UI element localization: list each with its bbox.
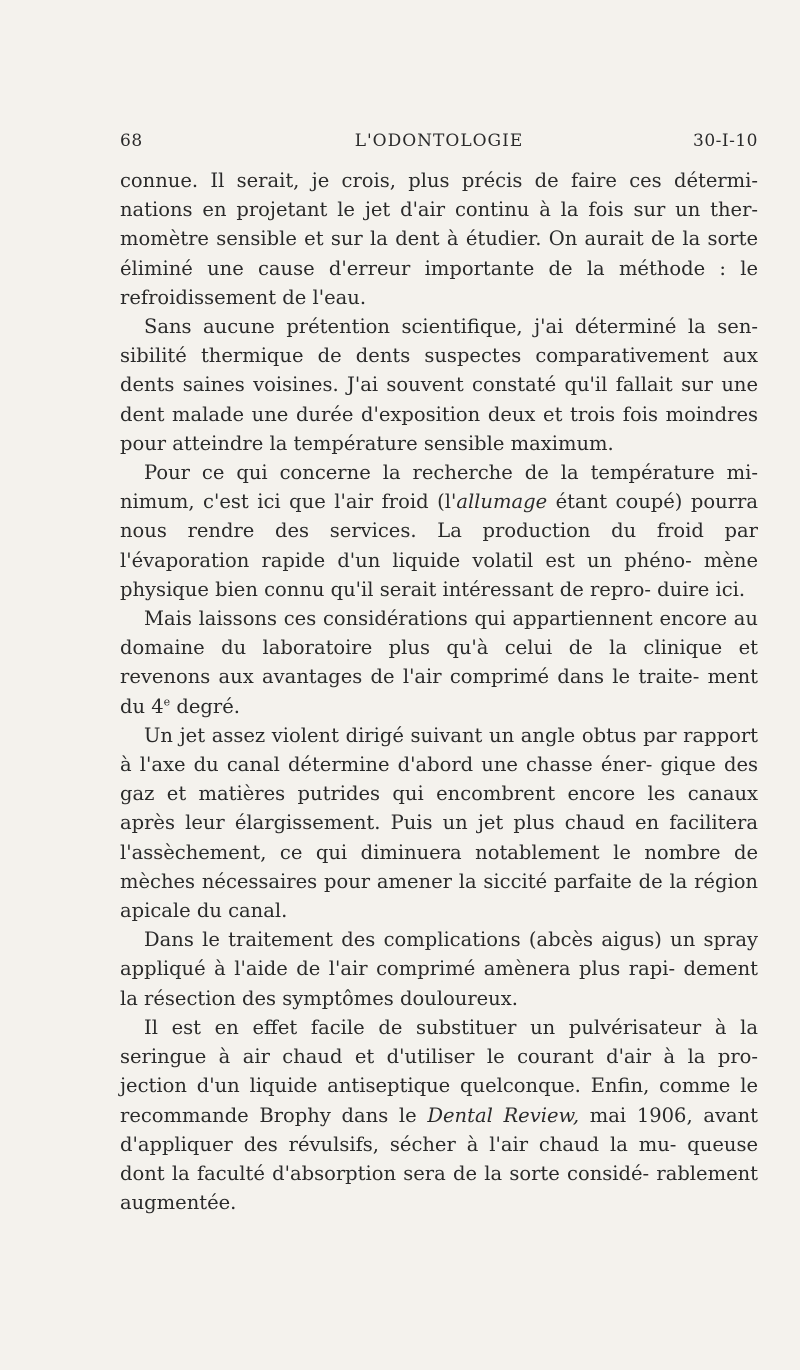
paragraph-2: Sans aucune prétention scientifique, j'ai déterminé la sen- sibilité thermique de dents suspectes comparativement aux dents saines voisines. J'ai souvent constaté qu'il fallait sur une dent malade une durée d'exposition deux et trois fois moindres pour atteindre la température sensible maximum.: [120, 315, 758, 455]
page-header: [120, 131, 758, 155]
paragraph-3: [120, 458, 758, 604]
paragraph-1: connue. Il serait, je crois, plus précis de faire ces détermi- nations en projetant le jet d'air continu à la fois sur un ther- momètre sensible et sur la dent à étudier. On aurait de la sorte éliminé une cause d'erreur importante de la méthode : le refroidissement de l'eau.: [120, 169, 758, 309]
paragraph-7: [120, 1013, 758, 1217]
paragraph-7-text-a: Il est en effet facile de substituer un pulvérisateur à la seringue à air chaud et d'utiliser le courant d'air à la pro- jection d'un liquide antiseptique quelconque. Enfin, comme le recommande Brophy dans le: [120, 1015, 758, 1127]
paragraph-4-text-b: degré.: [170, 694, 240, 718]
running-title: L'ODONTOLOGIE: [354, 131, 524, 151]
paragraph-3-text-a: Pour ce qui concerne la recherche de la température mi- nimum, c'est ici que l'air froid (l': [120, 461, 758, 514]
issue-date: 30-I-10: [693, 131, 758, 151]
paragraph-7-text-b: mai 1906, avant d'appliquer des révulsifs, sécher à l'air chaud la mu- queuse dont la faculté d'absorption sera de la sorte considé- rablement augmentée.: [120, 1103, 759, 1215]
article-body: [120, 166, 758, 1217]
paragraph-3-italic: allumage: [456, 490, 548, 514]
paragraph-7-italic: Dental Review,: [427, 1103, 580, 1127]
paragraph-4-superscript: e: [163, 695, 171, 709]
paragraph-4: [120, 604, 758, 721]
paragraph-4-text-a: Mais laissons ces considérations qui appartiennent encore au domaine du laboratoire plus qu'à celui de la clinique et revenons aux avantages de l'air comprimé dans le traite- ment du 4: [120, 607, 758, 718]
paragraph-5: Un jet assez violent dirigé suivant un angle obtus par rapport à l'axe du canal détermine d'abord une chasse éner- gique des gaz et matières putrides qui encombrent encore les canaux après leur élargissement. Puis un jet plus chaud en facilitera l'assèchement, ce qui diminuera notablement le nombre de mèches nécessaires pour amener la siccité parfaite de la région apicale du canal.: [120, 723, 758, 923]
paragraph-6: Dans le traitement des complications (abcès aigus) un spray appliqué à l'aide de l'air comprimé amènera plus rapi- dement la résection des symptômes douloureux.: [120, 928, 758, 1010]
page-number: 68: [120, 131, 143, 151]
paragraph-3-text-b: étant coupé) pourra nous rendre des services. La production du froid par l'évaporation rapide d'un liquide volatil est un phéno- mène physique bien connu qu'il serait intéressant de repro- duire ici.: [120, 490, 758, 601]
